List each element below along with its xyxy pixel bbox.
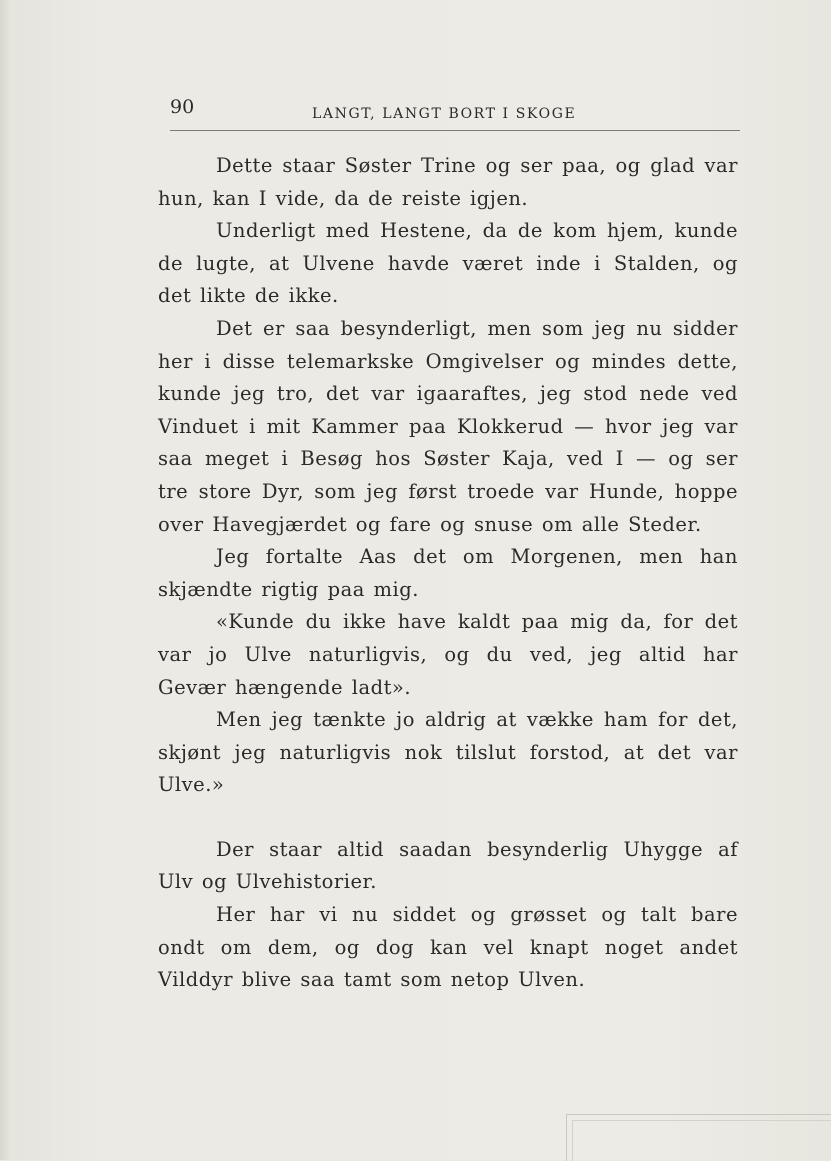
paragraph: Men jeg tænkte jo aldrig at vække ham for det, skjønt jeg naturligvis nok tilslut forstod, at det var Ulve.»	[158, 708, 738, 797]
corner-frame-inner	[572, 1120, 831, 1161]
paragraph: Underligt med Hestene, da de kom hjem, kunde de lugte, at Ulvene havde været inde i Stalden, og det likte de ikke.	[158, 219, 738, 308]
paragraph: Her har vi nu siddet og grøsset og talt bare ondt om dem, og dog kan vel knapt noget andet Vilddyr blive saa tamt som netop Ulven.	[158, 903, 738, 992]
paragraph: Dette staar Søster Trine og ser paa, og glad var hun, kan I vide, da de reiste igjen.	[158, 154, 738, 210]
body-text	[158, 150, 738, 997]
running-head: LANGT, LANGT BORT I SKOGE	[312, 106, 577, 122]
page-number: 90	[170, 96, 195, 118]
paragraph: Der staar altid saadan besynderlig Uhygge af Ulv og Ulvehistorier.	[158, 837, 738, 894]
page-header	[170, 96, 740, 136]
spine-shadow	[0, 0, 10, 1160]
paragraph: Det er saa besynderligt, men som jeg nu sidder her i disse telemarkske Omgivelser og mindes dette, kunde jeg tro, det var igaaraftes, jeg stod nede ved Vinduet i mit Kammer paa Klokkerud — hvor jeg var saa meget i Besøg hos Søster Kaja, ved I — og ser tre store Dyr, som jeg først troede var Hunde, hoppe over Havegjærdet og fare og snuse om alle Steder.	[158, 316, 738, 536]
paragraph: Jeg fortalte Aas det om Morgenen, men han skjændte rigtig paa mig.	[158, 545, 738, 601]
paragraph: «Kunde du ikke have kaldt paa mig da, for det var jo Ulve naturligvis, og du ved, jeg altid har Gevær hængende ladt».	[158, 610, 738, 699]
header-rule	[170, 130, 740, 131]
